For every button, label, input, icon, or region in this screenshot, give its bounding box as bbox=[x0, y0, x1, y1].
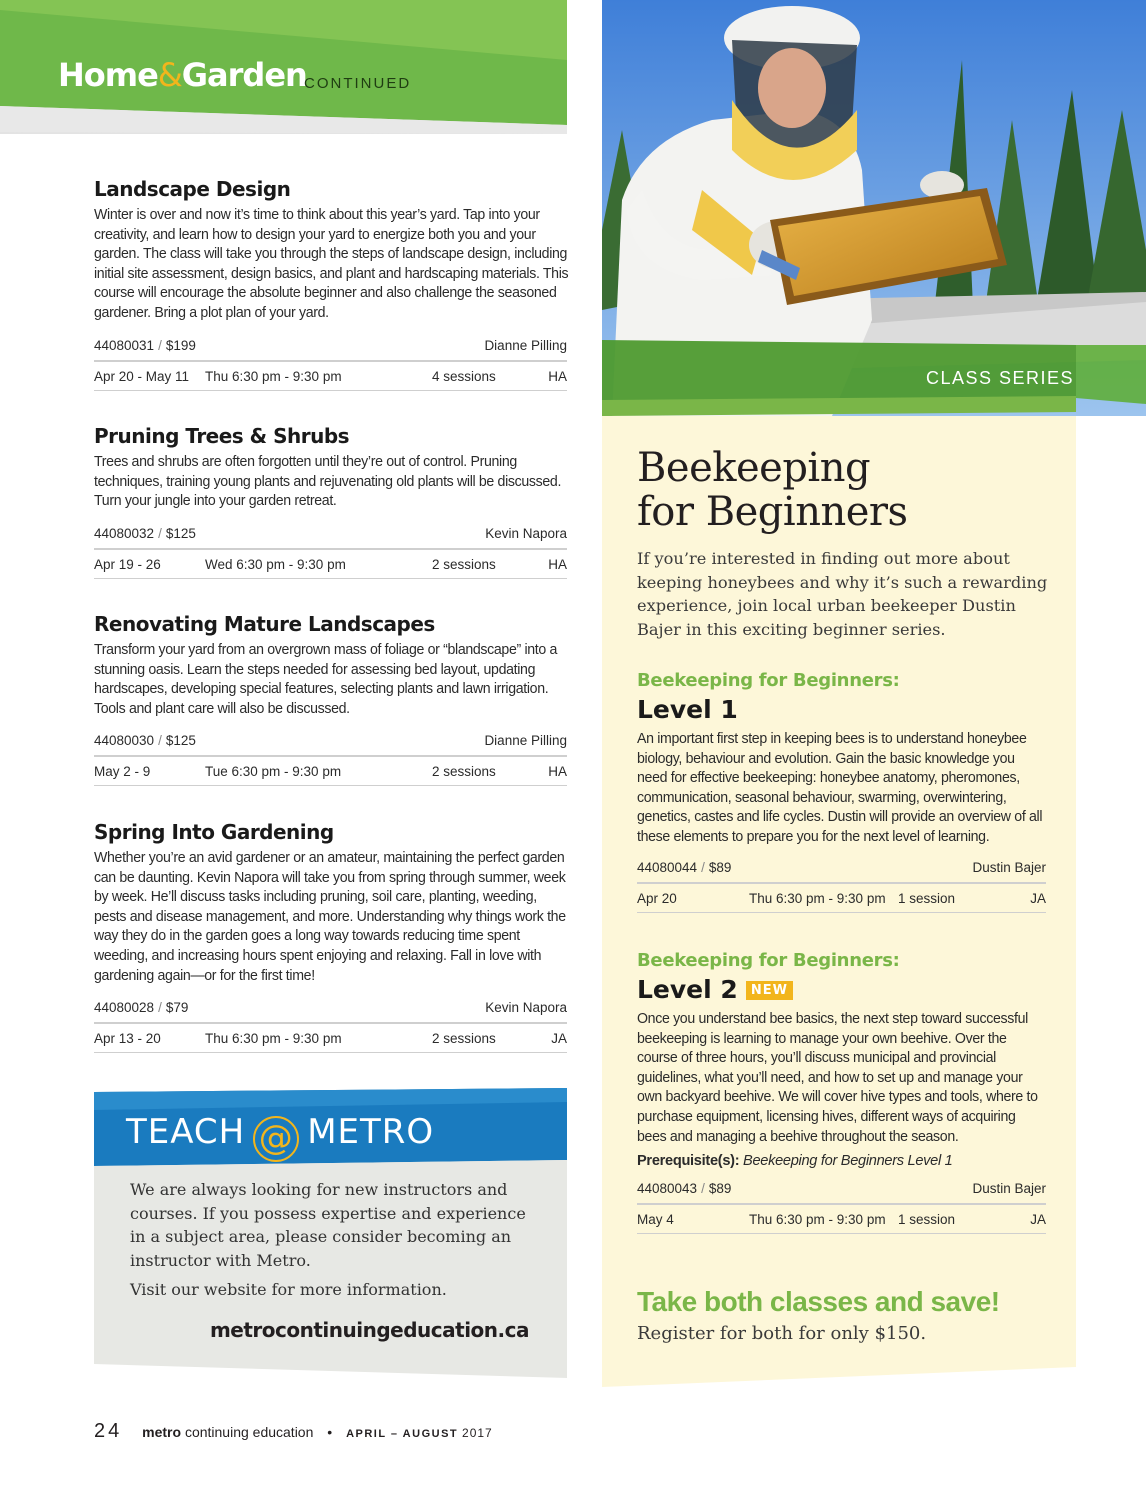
course-spring-into-gardening bbox=[94, 819, 567, 1053]
course-description: Whether you’re an avid gardener or an amateur, maintaining the perfect garden can be daunting. Kevin Napora will take you from spring through summer, week by week. He’ll discuss tasks including pruning, soil care, planting, weeding, pests and disease management, and more. Understanding why things work the way they do in the garden goes a long way towards reducing time spent weeding, and increasing hours spent enjoying and relaxing. Fall in love with gardening again—or for the first time! bbox=[94, 850, 566, 984]
course-landscape-design bbox=[94, 176, 567, 391]
course-dates: Apr 20 - May 11 bbox=[94, 368, 190, 384]
page-footer bbox=[94, 1420, 493, 1443]
series-intro: If you’re interested in finding out more about keeping honeybees and why it’s such a rewarding experience, join local urban beekeeper Dustin Bajer in this exciting beginner series. bbox=[637, 549, 1048, 639]
teach-visit-text: Visit our website for more information. bbox=[130, 1280, 447, 1299]
course-instructor: Kevin Napora bbox=[485, 525, 567, 541]
footer-separator: • bbox=[327, 1424, 333, 1440]
course-description: Transform your yard from an overgrown mass of foliage or “blandscape” into a stunning oasis. Learn the steps needed for assessing bed layout, updating hardscapes, developing special features, selecting plants and lawn irrigation. Tools and plant care will also be discussed. bbox=[94, 642, 558, 717]
level-sessions: 1 session bbox=[898, 890, 956, 906]
course-location: HA bbox=[548, 556, 567, 572]
level-time: Thu 6:30 pm - 9:30 pm bbox=[749, 890, 886, 906]
level-prerequisite: Prerequisite(s): Beekeeping for Beginners Level 1 bbox=[637, 1153, 953, 1170]
course-location: JA bbox=[551, 1031, 567, 1047]
course-time: Thu 6:30 pm - 9:30 pm bbox=[205, 1031, 342, 1047]
course-schedule-row bbox=[94, 362, 567, 391]
footer-year: 2017 bbox=[462, 1426, 493, 1440]
course-title: Landscape Design bbox=[94, 177, 291, 201]
course-info-row bbox=[94, 522, 567, 550]
level-description: An important first step in keeping bees is to understand honeybee biology, behaviour and evolution. Gain the basic knowledge you need for effective beekeeping: honeybee anatomy, pheromones, communication, seasonal behaviour, swarming, overwintering, genetics, castes and life cycles. Dustin will provide an overview of all these elements to prepare you for the next level of learning. bbox=[637, 731, 1043, 845]
course-code-price: 44080030 / $125 bbox=[94, 733, 196, 749]
course-pruning-trees-shrubs bbox=[94, 423, 567, 579]
course-title: Renovating Mature Landscapes bbox=[94, 612, 435, 636]
level-description: Once you understand bee basics, the next step toward successful beekeeping is learning to manage your own beehive. Over the course of three hours, you’ll discuss municipal and provincial guidelines, what you’ll need, and how to set up and manage your own backyard beehive. We will cover hive types and tools, where to purchase equipment, licensing hives, different ways of acquiring bees and managing a beehive throughout the season. bbox=[637, 1011, 1038, 1145]
save-offer-title: Take both classes and save! bbox=[637, 1286, 1000, 1317]
course-title: Pruning Trees & Shrubs bbox=[94, 424, 350, 448]
course-schedule-row bbox=[94, 1024, 567, 1053]
level-info-row bbox=[637, 856, 1046, 884]
level-time: Thu 6:30 pm - 9:30 pm bbox=[749, 1212, 886, 1228]
teach-at-metro-box bbox=[94, 1088, 567, 1378]
level-info-row bbox=[637, 1177, 1046, 1205]
footer-brand-rest: continuing education bbox=[184, 1424, 314, 1440]
course-sessions: 4 sessions bbox=[432, 368, 496, 384]
level-name: Level 2 NEW bbox=[637, 975, 1046, 1004]
course-description: Trees and shrubs are often forgotten until they’re out of control. Pruning techniques, training young plants and rejuvenating old plants will be discussed. Turn your jungle into your garden retreat. bbox=[94, 454, 562, 510]
class-series-label: CLASS SERIES bbox=[926, 368, 1075, 388]
level-schedule-row bbox=[637, 1205, 1046, 1234]
new-badge: NEW bbox=[746, 981, 793, 1000]
series-title: Beekeeping for Beginners bbox=[637, 445, 908, 535]
course-sessions: 2 sessions bbox=[432, 764, 496, 780]
series-level-1 bbox=[637, 670, 1046, 913]
course-info-row bbox=[94, 996, 567, 1024]
teach-body: We are always looking for new instructors and courses. If you possess expertise and experience in a subject area, please consider becoming an instructor with Metro. bbox=[130, 1180, 526, 1270]
course-code-price: 44080032 / $125 bbox=[94, 525, 196, 541]
level-location: JA bbox=[1030, 890, 1046, 906]
course-schedule-row bbox=[94, 550, 567, 579]
level-kicker: Beekeeping for Beginners: bbox=[637, 670, 900, 691]
course-time: Tue 6:30 pm - 9:30 pm bbox=[205, 764, 342, 780]
section-title: Home&Garden bbox=[58, 56, 307, 94]
level-kicker: Beekeeping for Beginners: bbox=[637, 950, 900, 971]
course-sessions: 2 sessions bbox=[432, 556, 496, 572]
at-symbol-icon: @ bbox=[253, 1116, 299, 1162]
section-subtitle: CONTINUED bbox=[304, 75, 412, 92]
course-location: HA bbox=[548, 368, 567, 384]
series-level-2 bbox=[637, 950, 1046, 1234]
course-time: Thu 6:30 pm - 9:30 pm bbox=[205, 368, 342, 384]
teach-title: TEACH @ METRO bbox=[126, 1112, 434, 1162]
level-code-price: 44080043 / $89 bbox=[637, 1181, 732, 1197]
course-info-row bbox=[94, 729, 567, 757]
footer-brand: metro bbox=[142, 1424, 182, 1440]
course-instructor: Dianne Pilling bbox=[484, 733, 567, 749]
course-sessions: 2 sessions bbox=[432, 1031, 496, 1047]
course-dates: Apr 19 - 26 bbox=[94, 556, 161, 572]
beekeeper-photo bbox=[602, 0, 1146, 416]
level-location: JA bbox=[1030, 1212, 1046, 1228]
course-code-price: 44080028 / $79 bbox=[94, 1000, 189, 1016]
course-info-row bbox=[94, 334, 567, 362]
course-description: Winter is over and now it’s time to think about this year’s yard. Tap into your creativity, and learn how to design your yard to energize both you and your garden. The class will take you through the steps of landscape design, including initial site assessment, design basics, and plant and hardscaping materials. This course will encourage the absolute beginner and also challenge the seasoned gardener. Bring a plot plan of your yard. bbox=[94, 207, 569, 321]
course-dates: Apr 13 - 20 bbox=[94, 1031, 161, 1047]
level-schedule-row bbox=[637, 884, 1046, 913]
course-dates: May 2 - 9 bbox=[94, 764, 151, 780]
course-time: Wed 6:30 pm - 9:30 pm bbox=[205, 556, 346, 572]
course-instructor: Kevin Napora bbox=[485, 1000, 567, 1016]
course-instructor: Dianne Pilling bbox=[484, 337, 567, 353]
level-name: Level 1 bbox=[637, 695, 738, 724]
footer-months: APRIL – AUGUST bbox=[346, 1428, 459, 1440]
level-sessions: 1 session bbox=[898, 1212, 956, 1228]
course-code-price: 44080031 / $199 bbox=[94, 337, 196, 353]
level-instructor: Dustin Bajer bbox=[972, 1181, 1046, 1197]
course-location: HA bbox=[548, 764, 567, 780]
course-title: Spring Into Gardening bbox=[94, 820, 334, 844]
level-dates: May 4 bbox=[637, 1212, 674, 1228]
course-renovating-mature-landscapes bbox=[94, 611, 567, 786]
level-dates: Apr 20 bbox=[637, 890, 677, 906]
save-offer-subtitle: Register for both for only $150. bbox=[637, 1323, 927, 1344]
level-code-price: 44080044 / $89 bbox=[637, 859, 732, 875]
website-link[interactable]: metrocontinuingeducation.ca bbox=[209, 1318, 529, 1342]
course-schedule-row bbox=[94, 757, 567, 786]
level-instructor: Dustin Bajer bbox=[972, 859, 1046, 875]
page-number: 24 bbox=[94, 1420, 123, 1442]
